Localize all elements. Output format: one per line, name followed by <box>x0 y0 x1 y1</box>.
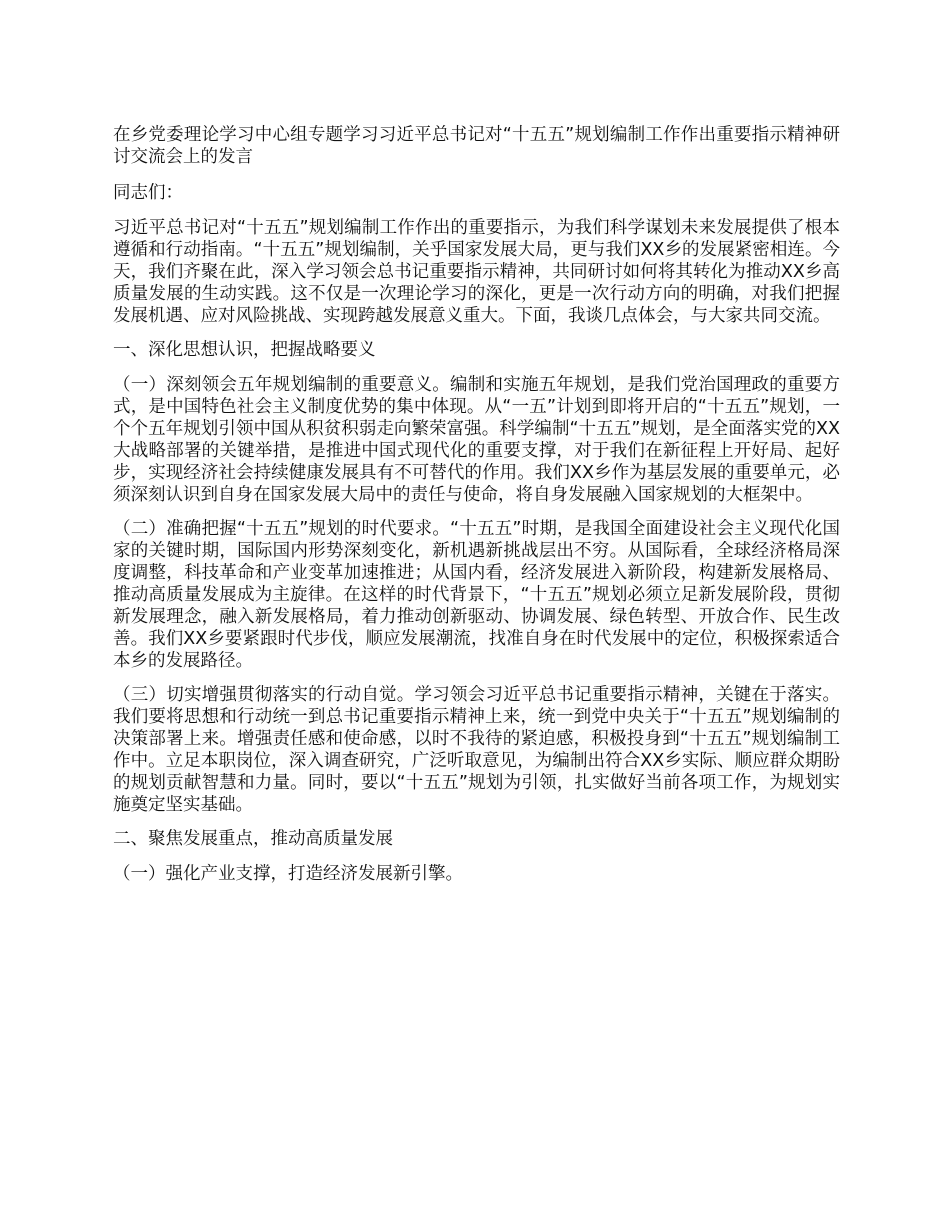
intro-paragraph: 习近平总书记对“十五五”规划编制工作作出的重要指示，为我们科学谋划未来发展提供了根本遵循和行动指南。“十五五”规划编制，关乎国家发展大局，更与我们XX乡的发展紧密相连。今天，我们齐聚在此，深入学习领会总书记重要指示精神，共同研讨如何将其转化为推动XX乡高质量发展的生动实践。这不仅是一次理论学习的深化，更是一次行动方向的明确，对我们把握发展机遇、应对风险挑战、实现跨越发展意义重大。下面，我谈几点体会，与大家共同交流。 <box>113 218 840 326</box>
section-1-paragraph-1: （一）深刻领会五年规划编制的重要意义。编制和实施五年规划，是我们党治国理政的重要方式，是中国特色社会主义制度优势的集中体现。从“一五”计划到即将开启的“十五五”规划，一个个五年规划引领中国从积贫积弱走向繁荣富强。科学编制“十五五”规划，是全面落实党的XX大战略部署的关键举措，是推进中国式现代化的重要支撑，对于我们在新征程上开好局、起好步，实现经济社会持续健康发展具有不可替代的作用。我们XX乡作为基层发展的重要单元，必须深刻认识到自身在国家发展大局中的责任与使命，将自身发展融入国家规划的大框架中。 <box>113 375 840 505</box>
section-1-heading: 一、深化思想认识，把握战略要义 <box>113 340 376 360</box>
section-1-paragraph-3: （三）切实增强贯彻落实的行动自觉。学习领会习近平总书记重要指示精神，关键在于落实。我们要将思想和行动统一到总书记重要指示精神上来，统一到党中央关于“十五五”规划编制的决策部署上来。增强责任感和使命感，以时不我待的紧迫感，积极投身到“十五五”规划编制工作中。立足本职岗位，深入调查研究，广泛听取意见，为编制出符合XX乡实际、顺应群众期盼的规划贡献智慧和力量。同时，要以“十五五”规划为引领，扎实做好当前各项工作，为规划实施奠定坚实基础。 <box>113 685 840 815</box>
section-2-paragraph-1: （一）强化产业支撑，打造经济发展新引擎。 <box>113 864 463 884</box>
document-title: 在乡党委理论学习中心组专题学习习近平总书记对“十五五”规划编制工作作出重要指示精神研讨交流会上的发言 <box>113 125 840 167</box>
document-body <box>113 124 840 897</box>
section-2-heading: 二、聚焦发展重点，推动高质量发展 <box>113 829 393 849</box>
greeting: 同志们： <box>113 183 183 203</box>
section-1-paragraph-2: （二）准确把握“十五五”规划的时代要求。“十五五”时期，是我国全面建设社会主义现代化国家的关键时期，国际国内形势深刻变化，新机遇新挑战层出不穷。从国际看，全球经济格局深度调整，科技革命和产业变革加速推进；从国内看，经济发展进入新阶段，构建新发展格局、推动高质量发展成为主旋律。在这样的时代背景下，“十五五”规划必须立足新发展阶段，贯彻新发展理念，融入新发展格局，着力推动创新驱动、协调发展、绿色转型、开放合作、民生改善。我们XX乡要紧跟时代步伐，顺应发展潮流，找准自身在时代发展中的定位，积极探索适合本乡的发展路径。 <box>113 519 840 671</box>
